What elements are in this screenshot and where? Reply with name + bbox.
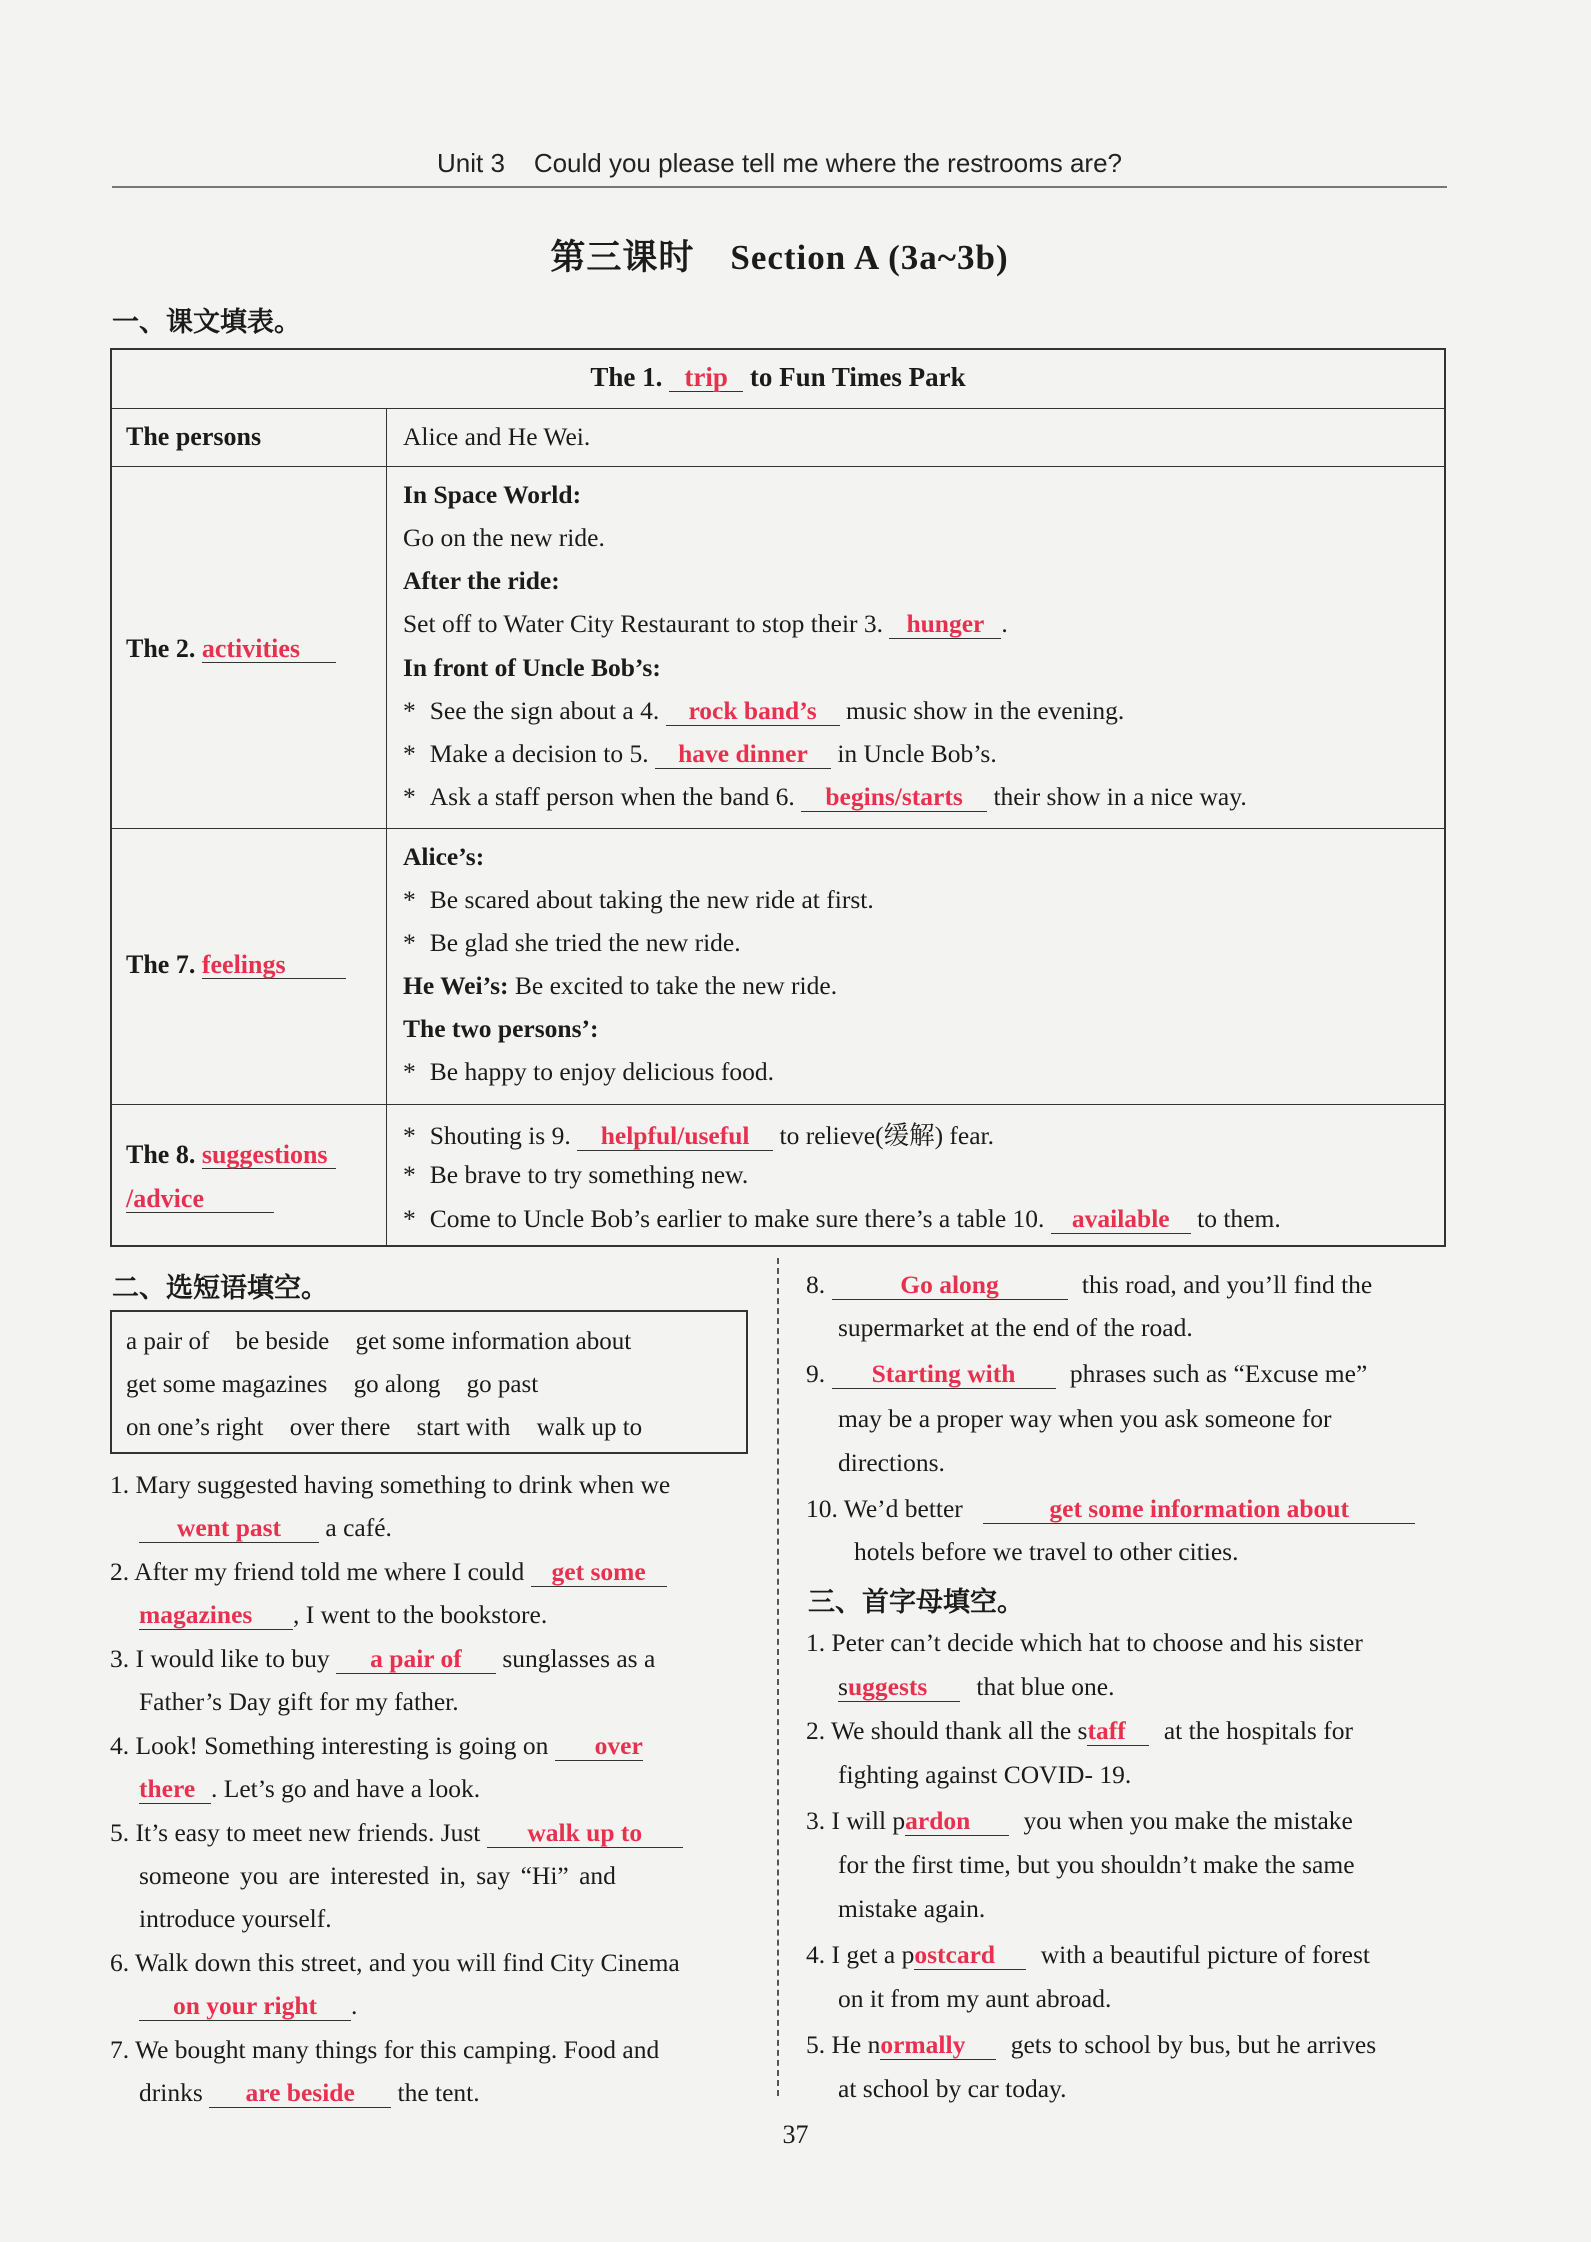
answer-4: rock band’s (666, 698, 840, 726)
answer-6: begins/starts (801, 784, 987, 812)
s3-q3-line3: mistake again. (838, 1894, 986, 1923)
s2-answer-2a: get some (531, 1559, 667, 1587)
activity-item: * Make a decision to 5. have dinner in Uncle Bob’s. (403, 739, 997, 768)
s2-answer-1: went past (139, 1515, 319, 1543)
header-rule (112, 186, 1447, 188)
s2-answer-10: get some information about (983, 1496, 1415, 1524)
phrase: get some information about (355, 1328, 632, 1355)
s2-q10-line2: hotels before we travel to other cities. (854, 1537, 1239, 1566)
go-on-text: Go on the new ride. (403, 523, 605, 552)
s2-answer-8: Go along (832, 1272, 1068, 1300)
s2-q6-line2: on your right . (139, 1993, 357, 2021)
s3-answer-5: ormally (880, 2032, 996, 2060)
in-front-heading: In front of Uncle Bob’s: (403, 653, 661, 682)
lesson-title: 第三课时 Section A (3a~3b) (550, 238, 1009, 277)
persons-value: Alice and He Wei. (403, 422, 591, 451)
s2-q4-line2: there . Let’s go and have a look. (139, 1774, 481, 1803)
s2-q3: 3. I would like to buy a pair of sunglasses as a (110, 1644, 656, 1673)
persons-label: The persons (126, 422, 262, 451)
phrase: start with (416, 1414, 511, 1441)
s3-answer-3: ardon (905, 1808, 1009, 1836)
two-persons-heading: The two persons’: (403, 1014, 599, 1043)
feelings-label: The 7. feelings (126, 950, 346, 980)
phrase: walk up to (536, 1414, 643, 1441)
phrase: go along (353, 1371, 441, 1398)
s3-answer-2: taff (1087, 1718, 1149, 1746)
phrase: be beside (235, 1328, 330, 1355)
s3-q2-line2: fighting against COVID- 19. (838, 1760, 1132, 1789)
running-header (112, 148, 1447, 179)
activity-item: * Ask a staff person when the band 6. begins/starts their show in a nice way. (403, 782, 1247, 811)
s2-answer-5: walk up to (487, 1820, 683, 1848)
answer-10: available (1051, 1206, 1191, 1234)
phrase-box (110, 1310, 748, 1454)
s2-q5-line3: introduce yourself. (139, 1904, 332, 1933)
s3-q5: 5. He normally gets to school by bus, but he arrives (806, 2030, 1377, 2059)
s2-q3-line2: Father’s Day gift for my father. (139, 1687, 459, 1716)
suggestion-item: * Come to Uncle Bob’s earlier to make sure there’s a table 10. available to them. (403, 1204, 1281, 1233)
suggestion-item: * Be brave to try something new. (403, 1160, 749, 1189)
s3-q4: 4. I get a postcard with a beautiful picture of forest (806, 1940, 1370, 1969)
s2-q7-line2: drinks are beside the tent. (139, 2078, 480, 2107)
answer-8: suggestions (202, 1141, 336, 1169)
s2-q9: 9. Starting with phrases such as “Excuse me” (806, 1359, 1368, 1388)
activity-item: * See the sign about a 4. rock band’s music show in the evening. (403, 696, 1125, 725)
phrase: get some magazines (126, 1371, 328, 1398)
answer-9: helpful/useful (577, 1123, 773, 1151)
s3-q1-line2: suggests that blue one. (838, 1672, 1115, 1701)
s3-answer-4: ostcard (914, 1942, 1026, 1970)
s3-q1: 1. Peter can’t decide which hat to choose and his sister (806, 1628, 1363, 1657)
s3-q4-line2: on it from my aunt abroad. (838, 1984, 1112, 2013)
phrase: a pair of (126, 1328, 210, 1355)
s2-answer-2b: magazines (139, 1602, 293, 1630)
column-divider (777, 1258, 779, 2096)
hewei-feeling: He Wei’s: Be excited to take the new ride. (403, 971, 838, 1000)
space-world-heading: In Space World: (403, 480, 582, 509)
s3-q5-line2: at school by car today. (838, 2074, 1067, 2103)
s2-answer-6: on your right (139, 1993, 351, 2021)
page-number: 37 (782, 2120, 809, 2149)
s2-q9-line2: may be a proper way when you ask someone for (838, 1404, 1332, 1433)
s2-q5: 5. It’s easy to meet new friends. Just walk up to (110, 1820, 683, 1848)
answer-1: trip (669, 363, 743, 392)
s2-q8: 8. Go along this road, and you’ll find the (806, 1270, 1373, 1299)
suggestions-label: The 8. suggestions (126, 1140, 336, 1170)
after-ride-heading: After the ride: (403, 566, 560, 595)
answer-3: hunger (889, 611, 1001, 639)
s2-q2-line2: magazines , I went to the bookstore. (139, 1600, 548, 1629)
s2-answer-7: are beside (209, 2080, 391, 2108)
s2-q1: 1. Mary suggested having something to drink when we (110, 1470, 671, 1499)
s3-answer-1: suggests (838, 1674, 960, 1702)
unit-title: Could you please tell me where the restrooms are? (533, 148, 1122, 178)
set-off-text: Set off to Water City Restaurant to stop their 3. hunger . (403, 609, 1008, 638)
section3-heading: 三、首字母填空。 (808, 1587, 1024, 1618)
phrase: over there (289, 1414, 391, 1441)
s2-answer-3: a pair of (336, 1646, 496, 1674)
s3-q3-line2: for the first time, but you shouldn’t make the same (838, 1850, 1355, 1879)
section2-heading: 二、选短语填空。 (112, 1273, 328, 1304)
unit-label: Unit 3 (436, 148, 505, 178)
s2-q8-line2: supermarket at the end of the road. (838, 1313, 1193, 1342)
alice-heading: Alice’s: (403, 842, 485, 871)
answer-2: activities (202, 635, 336, 663)
s2-q2: 2. After my friend told me where I could get some (110, 1559, 667, 1587)
phrase: go past (466, 1371, 539, 1398)
s2-q1-line2: went past a café. (139, 1515, 392, 1543)
s2-q7: 7. We bought many things for this camping. Food and (110, 2035, 660, 2064)
feeling-item: * Be happy to enjoy delicious food. (403, 1057, 774, 1086)
s2-answer-4a: over (555, 1733, 643, 1761)
s2-q5-line2: someone you are interested in, say “Hi” and (139, 1861, 616, 1890)
s2-answer-9: Starting with (832, 1361, 1056, 1389)
feeling-item: * Be scared about taking the new ride at first. (403, 885, 874, 914)
text-table (110, 348, 1446, 1247)
s3-q3: 3. I will pardon you when you make the mistake (806, 1806, 1353, 1835)
suggestions-label-cont: /advice (126, 1184, 274, 1214)
feeling-item: * Be glad she tried the new ride. (403, 928, 741, 957)
suggestion-item: * Shouting is 9. helpful/useful to relieve(缓解) fear. (403, 1121, 995, 1150)
phrase: on one’s right (126, 1414, 264, 1441)
s3-q2: 2. We should thank all the staff at the hospitals for (806, 1716, 1353, 1745)
activities-label: The 2. activities (126, 634, 336, 664)
s2-answer-4b: there (139, 1776, 211, 1804)
section1-heading: 一、课文填表。 (112, 307, 301, 338)
s2-q10: 10. We’d better get some information about (806, 1496, 1415, 1524)
answer-7: feelings (202, 951, 346, 979)
s2-q9-line3: directions. (838, 1448, 945, 1477)
s2-q6: 6. Walk down this street, and you will find City Cinema (110, 1948, 680, 1977)
s2-q4: 4. Look! Something interesting is going on over (110, 1731, 643, 1760)
answer-5: have dinner (655, 741, 831, 769)
table-title: The 1. trip to Fun Times Park (590, 362, 966, 392)
